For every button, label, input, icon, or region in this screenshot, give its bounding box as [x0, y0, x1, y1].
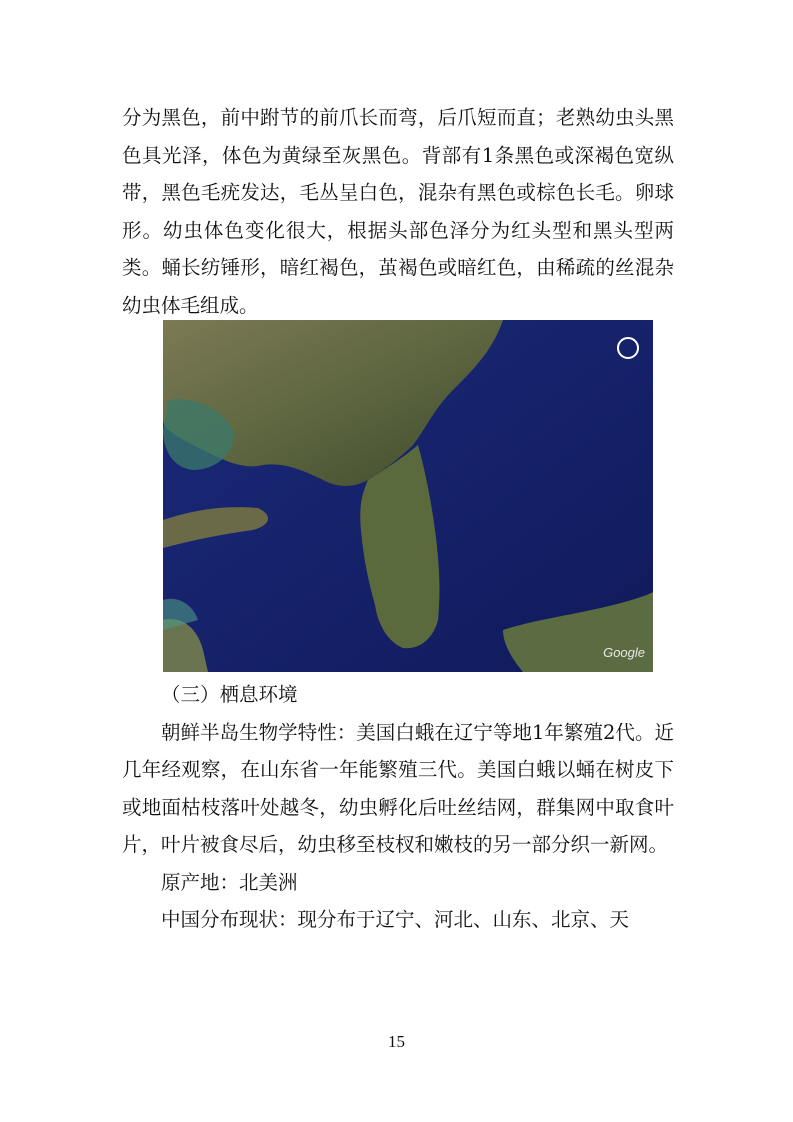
satellite-map-figure — [163, 320, 653, 672]
section-heading: （三）栖息环境 — [161, 683, 298, 706]
body-text-top — [122, 99, 674, 324]
paragraph-distribution: 中国分布现状：现分布于辽宁、河北、山东、北京、天 — [161, 908, 630, 931]
page-number: 15 — [388, 1032, 405, 1051]
paragraph-description: 分为黑色，前中跗节的前爪长而弯，后爪短而直；老熟幼虫头黑色具光泽，体色为黄绿至灰黑色。背部有1条黑色或深褐色宽纵带，黑色毛疣发达，毛丛呈白色，混杂有黑色或棕色长毛。卵球形。幼虫体色变化很大，根据头部色泽分为红头型和黑头型两类。蛹长纺锤形，暗红褐色，茧褐色或暗红色，由稀疏的丝混杂幼虫体毛组成。 — [122, 106, 674, 317]
body-text-bottom — [122, 676, 674, 939]
map-image — [163, 320, 653, 672]
paragraph-origin: 原产地：北美洲 — [161, 870, 298, 894]
paragraph-biology: 朝鲜半岛生物学特性：美国白蛾在辽宁等地1年繁殖2代。近几年经观察，在山东省一年能繁殖三代。美国白蛾以蛹在树皮下或地面枯枝落叶处越冬，幼虫孵化后吐丝结网，群集网中取食叶片，叶片被食尽后，幼虫移至枝杈和嫩枝的另一部分织一新网。 — [122, 720, 674, 856]
map-watermark: Google — [603, 645, 645, 660]
